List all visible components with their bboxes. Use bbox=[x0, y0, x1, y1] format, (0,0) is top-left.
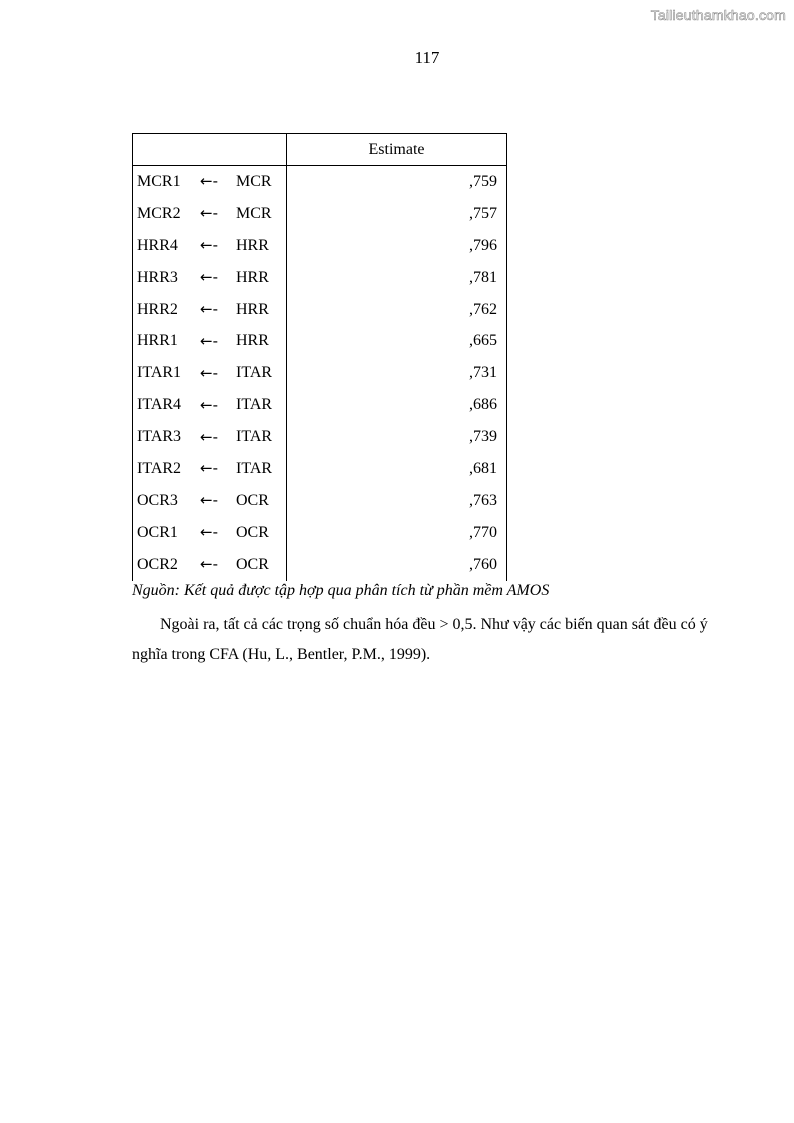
left-arrow-icon: ←- bbox=[200, 204, 218, 223]
left-arrow-icon: ←- bbox=[200, 363, 218, 382]
latent-factor-cell: HRR bbox=[236, 236, 269, 254]
latent-factor-cell: ITAR bbox=[236, 396, 273, 414]
estimate-cell: ,731 bbox=[287, 357, 507, 389]
observed-variable-cell: HRR2 bbox=[133, 294, 201, 326]
latent-factor-cell: ITAR bbox=[236, 428, 273, 446]
latent-factor-cell: HRR bbox=[236, 332, 269, 350]
latent-factor-cell: MCR bbox=[236, 172, 272, 190]
estimate-cell: ,796 bbox=[287, 230, 507, 262]
latent-factor-cell: OCR bbox=[236, 523, 269, 541]
table-row bbox=[133, 453, 507, 485]
table-row bbox=[133, 357, 507, 389]
left-arrow-icon: ←- bbox=[200, 331, 218, 350]
left-arrow-icon: ←- bbox=[200, 427, 218, 446]
arrow-cell bbox=[200, 262, 236, 294]
table-row bbox=[133, 325, 507, 357]
estimate-cell: ,781 bbox=[287, 262, 507, 294]
observed-variable-cell: ITAR3 bbox=[133, 421, 201, 453]
estimate-cell: ,665 bbox=[287, 325, 507, 357]
observed-variable-cell: HRR3 bbox=[133, 262, 201, 294]
arrow-cell bbox=[200, 325, 236, 357]
left-arrow-icon: ←- bbox=[200, 523, 218, 542]
page-number: 117 bbox=[414, 48, 440, 67]
arrow-cell bbox=[200, 230, 236, 262]
latent-factor-cell: HRR bbox=[236, 300, 269, 318]
arrow-cell bbox=[200, 453, 236, 485]
arrow-cell bbox=[200, 485, 236, 517]
body-paragraph: Ngoài ra, tất cả các trọng số chuẩn hóa đều > 0,5. Như vậy các biến quan sát đều có ý nghĩa trong CFA (Hu, L., Bentler, P.M., 1999). bbox=[132, 616, 708, 663]
latent-factor-cell: MCR bbox=[236, 204, 272, 222]
left-arrow-icon: ←- bbox=[200, 555, 218, 574]
source-note: Nguồn: Kết quả được tập hợp qua phân tích từ phần mềm AMOS bbox=[132, 582, 550, 599]
arrow-cell bbox=[200, 166, 236, 198]
estimate-cell: ,681 bbox=[287, 453, 507, 485]
observed-variable-cell: ITAR4 bbox=[133, 389, 201, 421]
latent-factor-cell: ITAR bbox=[236, 459, 273, 477]
table-row bbox=[133, 166, 507, 198]
estimate-cell: ,759 bbox=[287, 166, 507, 198]
observed-variable-cell: MCR2 bbox=[133, 198, 201, 230]
left-arrow-icon: ←- bbox=[200, 491, 218, 510]
observed-variable-cell: ITAR2 bbox=[133, 453, 201, 485]
left-arrow-icon: ←- bbox=[200, 236, 218, 255]
left-arrow-icon: ←- bbox=[200, 268, 218, 287]
arrow-cell bbox=[200, 357, 236, 389]
estimate-cell: ,686 bbox=[287, 389, 507, 421]
estimate-cell: ,760 bbox=[287, 549, 507, 581]
table-header-row bbox=[133, 134, 507, 166]
observed-variable-cell: HRR4 bbox=[133, 230, 201, 262]
latent-factor-cell: OCR bbox=[236, 491, 269, 509]
table-row bbox=[133, 421, 507, 453]
arrow-cell bbox=[200, 198, 236, 230]
left-arrow-icon: ←- bbox=[200, 172, 218, 191]
observed-variable-cell: MCR1 bbox=[133, 166, 201, 198]
table-row bbox=[133, 198, 507, 230]
observed-variable-cell: ITAR1 bbox=[133, 357, 201, 389]
estimates-table bbox=[132, 133, 507, 581]
latent-factor-cell: OCR bbox=[236, 555, 269, 573]
observed-variable-cell: OCR3 bbox=[133, 485, 201, 517]
estimate-cell: ,757 bbox=[287, 198, 507, 230]
arrow-cell bbox=[200, 294, 236, 326]
estimate-column-header: Estimate bbox=[287, 134, 507, 166]
estimate-cell: ,770 bbox=[287, 517, 507, 549]
estimate-cell: ,739 bbox=[287, 421, 507, 453]
observed-variable-cell: HRR1 bbox=[133, 325, 201, 357]
table-row bbox=[133, 549, 507, 581]
latent-factor-cell: HRR bbox=[236, 268, 269, 286]
header-empty-cell bbox=[133, 134, 287, 166]
left-arrow-icon: ←- bbox=[200, 459, 218, 478]
arrow-cell bbox=[200, 549, 236, 581]
arrow-cell bbox=[200, 389, 236, 421]
table-row bbox=[133, 230, 507, 262]
observed-variable-cell: OCR2 bbox=[133, 549, 201, 581]
arrow-cell bbox=[200, 421, 236, 453]
left-arrow-icon: ←- bbox=[200, 300, 218, 318]
table-row bbox=[133, 262, 507, 294]
arrow-cell bbox=[200, 517, 236, 549]
table-row bbox=[133, 485, 507, 517]
latent-factor-cell: ITAR bbox=[236, 364, 273, 382]
watermark: Tailieuthamkhao.com bbox=[650, 7, 786, 23]
table-row bbox=[133, 517, 507, 549]
observed-variable-cell: OCR1 bbox=[133, 517, 201, 549]
estimate-cell: ,762 bbox=[287, 294, 507, 326]
estimate-cell: ,763 bbox=[287, 485, 507, 517]
left-arrow-icon: ←- bbox=[200, 395, 218, 414]
table-row bbox=[133, 294, 507, 326]
table-row bbox=[133, 389, 507, 421]
